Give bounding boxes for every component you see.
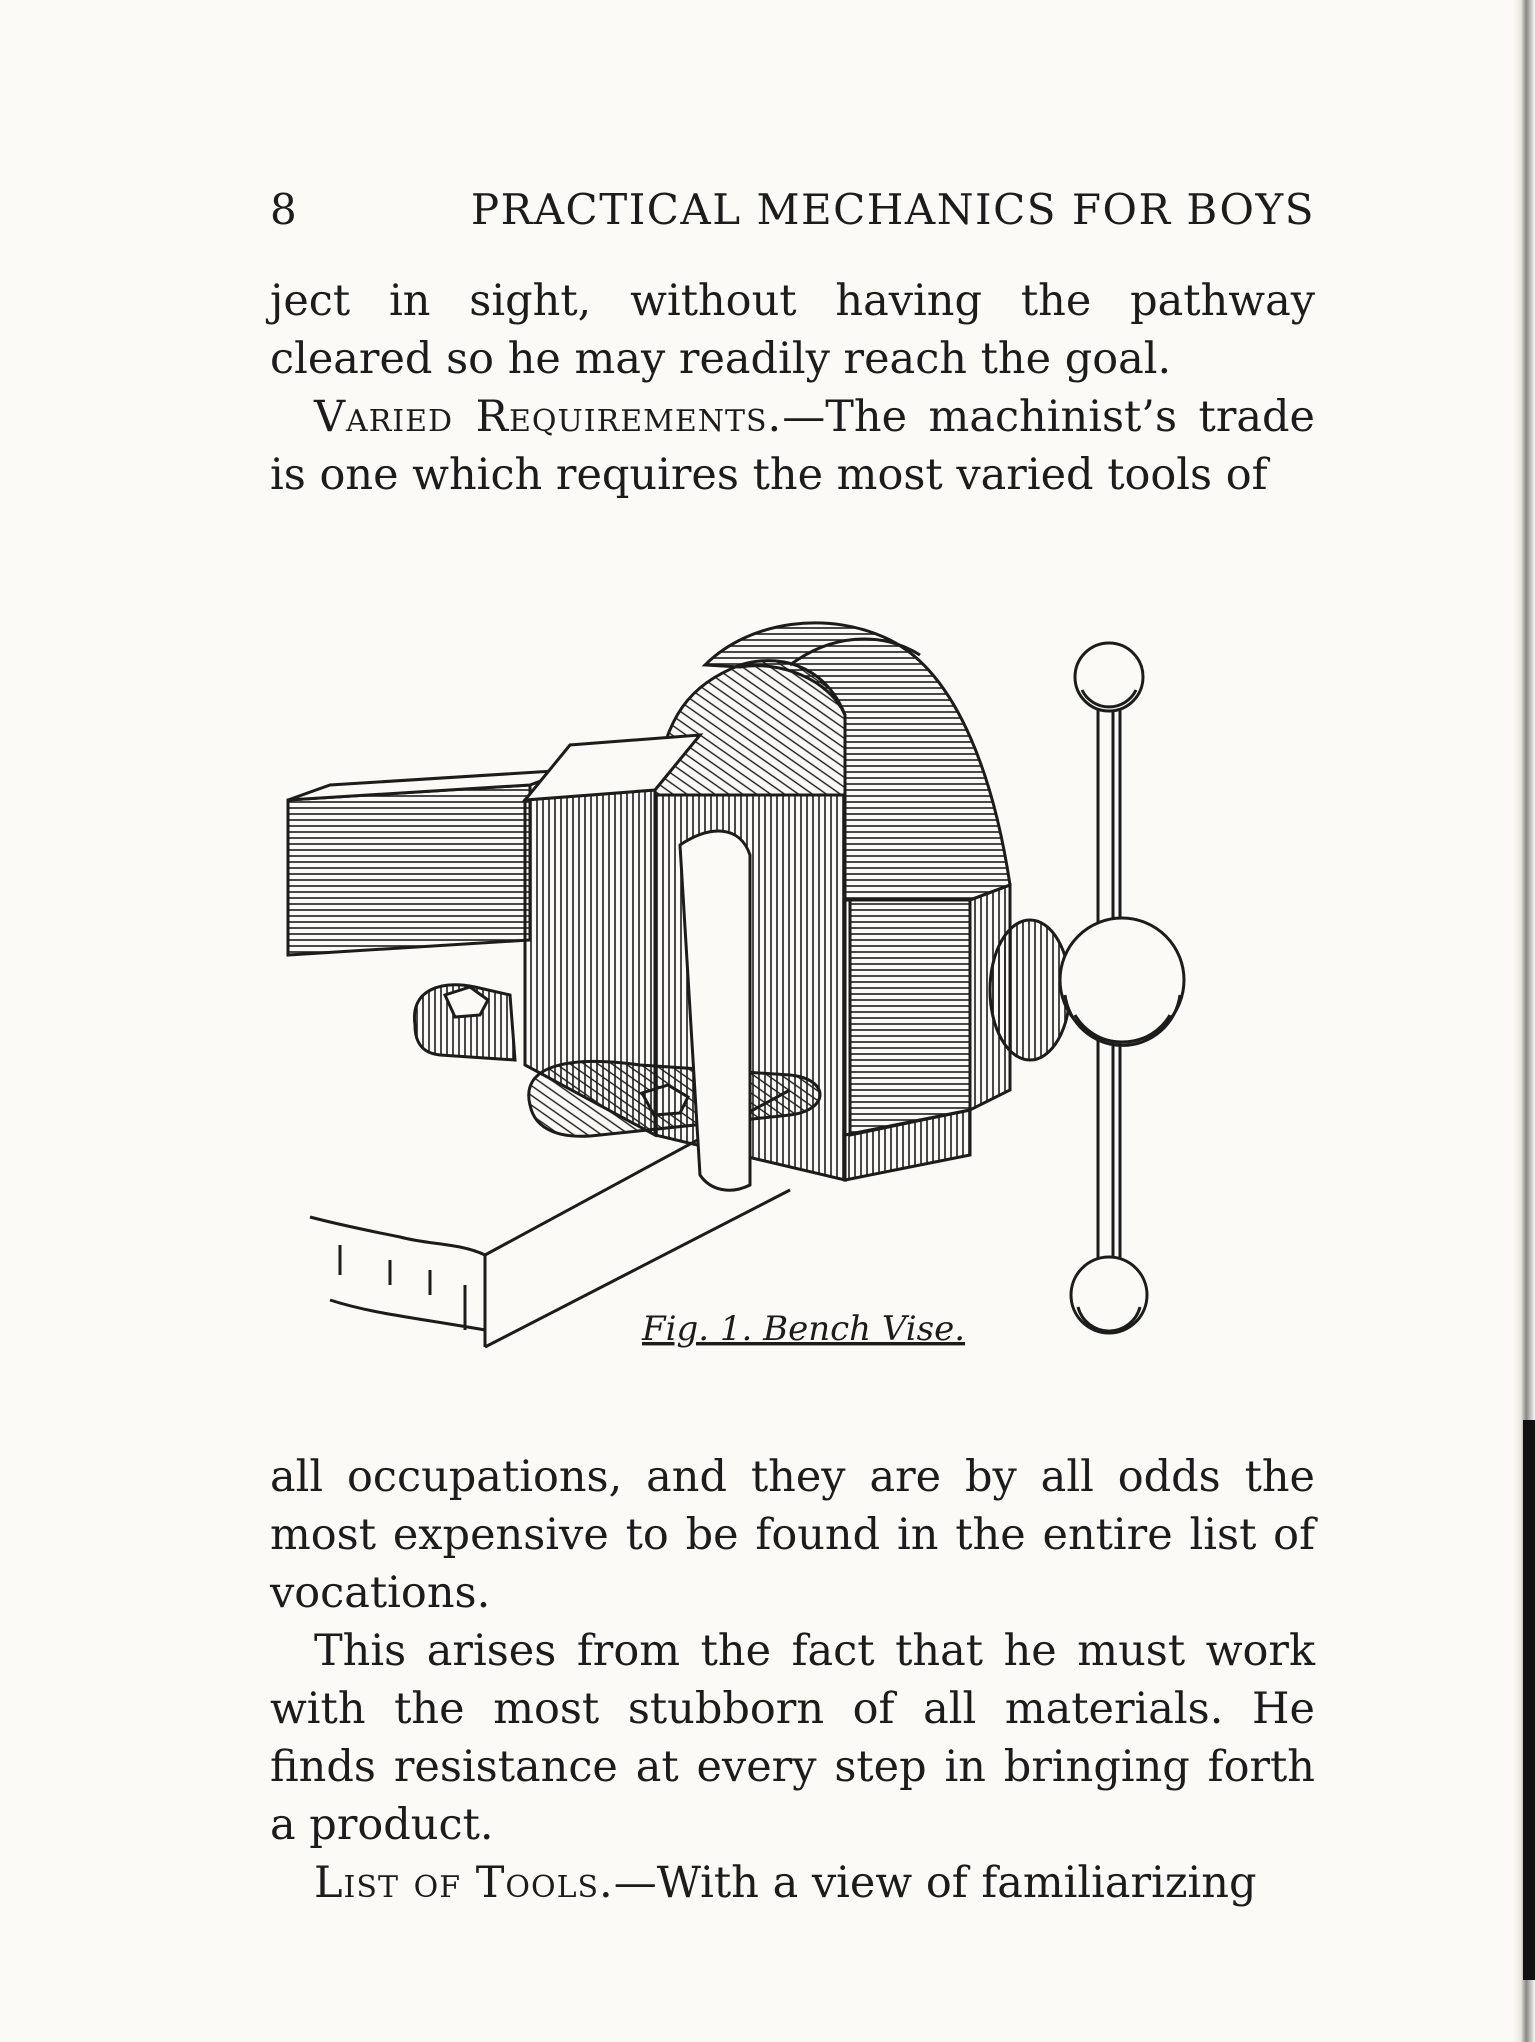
figure-bench-vise: [270, 595, 1315, 1355]
book-title: PRACTICAL MECHANICS FOR BOYS: [470, 185, 1315, 234]
paragraph-continued: ject in sight, without having the pathway cleared so he may readily reach the goal.: [270, 276, 1315, 384]
text-block-top: [270, 272, 1315, 504]
bench-vise-illustration: [270, 595, 1315, 1355]
section-heading-varied-requirements: Varied Requirements.: [314, 392, 783, 442]
paragraph-list-of-tools: [270, 1854, 1315, 1912]
figure-caption: Fig. 1. Bench Vise.: [642, 1309, 966, 1349]
section-heading-list-of-tools: List of Tools.: [314, 1858, 614, 1908]
page-edge-shadow: [1523, 1420, 1535, 1980]
text-block-bottom: [270, 1448, 1315, 1912]
vise-screw-collar: [990, 920, 1070, 1060]
paragraph-text: —The machinist’s trade is one which requires the most varied tools of: [270, 392, 1315, 500]
paragraph-text: —With a view of familiarizing: [613, 1858, 1257, 1908]
running-head: [270, 185, 1315, 234]
paragraph-occupations: all occupations, and they are by all odds the most expensive to be found in the entire list of vocations.: [270, 1452, 1315, 1618]
vise-handle: [1060, 643, 1184, 1333]
page-number: 8: [270, 185, 299, 234]
paragraph-varied-requirements: [270, 388, 1315, 504]
paragraph-stubborn-materials: This arises from the fact that he must work with the most stubborn of all materials. He finds resistance at every step in bringing forth a product.: [270, 1626, 1315, 1850]
